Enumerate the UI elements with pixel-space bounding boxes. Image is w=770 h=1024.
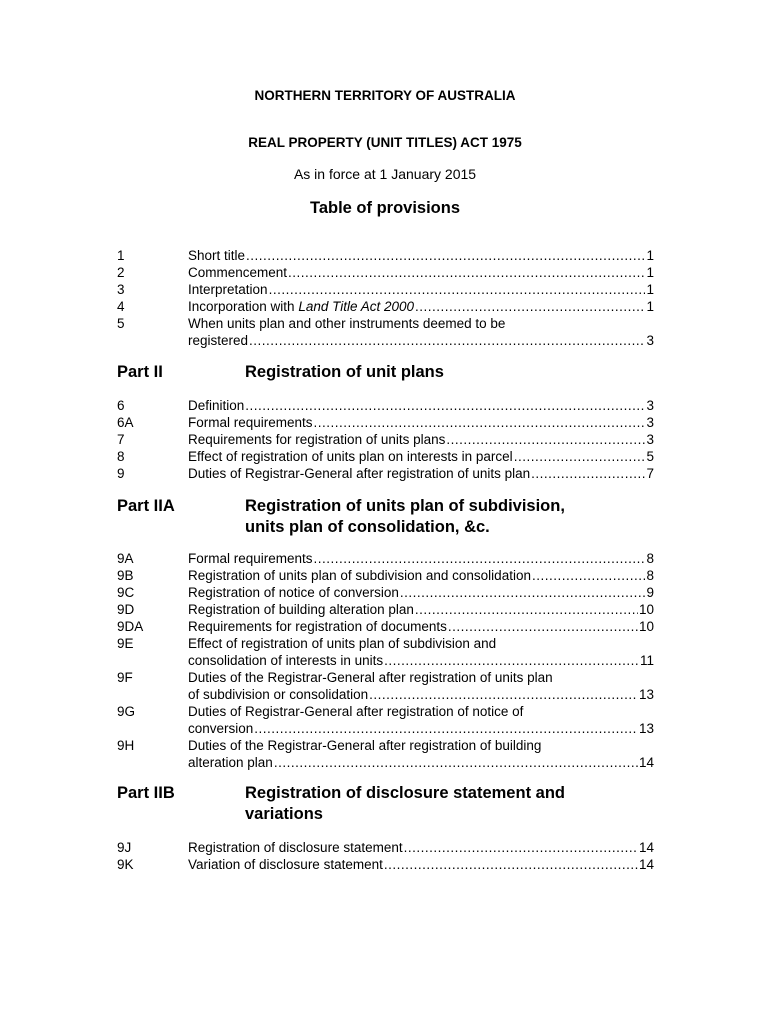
section-number: 9E: [117, 636, 134, 651]
section-title: [188, 601, 414, 618]
section-title: [188, 281, 268, 298]
dot-leader: [314, 414, 646, 431]
dot-leader: [415, 601, 638, 618]
page-number: 13: [638, 687, 654, 702]
jurisdiction-heading: NORTHERN TERRITORY OF AUSTRALIA: [254, 88, 516, 103]
section-title-text: Definition: [188, 398, 245, 413]
section-title-text: Effect of registration of units plan on interests in parcel: [188, 449, 513, 464]
section-title-text: Registration of disclosure statement: [188, 840, 403, 855]
part-label: Part IIB: [117, 784, 175, 802]
part-label: Part II: [117, 363, 163, 381]
section-number: 7: [117, 432, 125, 447]
section-title: [188, 720, 253, 737]
section-title-text: Variation of disclosure statement: [188, 857, 383, 872]
section-number: 9K: [117, 857, 134, 872]
page-number: 14: [638, 857, 654, 872]
entry-line: [188, 567, 654, 584]
entry-line: [188, 584, 654, 601]
section-title: [188, 686, 368, 703]
entry-line: [188, 414, 654, 431]
section-title: [188, 332, 248, 349]
section-title: [188, 397, 244, 414]
entry-line: [188, 281, 654, 298]
entry-line: [188, 635, 654, 652]
section-title: [188, 264, 287, 281]
page-number: 9: [646, 585, 654, 600]
page-number: 14: [638, 755, 654, 770]
section-number: 6: [117, 398, 125, 413]
dot-leader: [404, 839, 638, 856]
dot-leader: [254, 720, 638, 737]
entry-line: [188, 431, 654, 448]
page-number: 8: [646, 551, 654, 566]
section-title-text: Registration of units plan of subdivision and consolidation: [188, 568, 531, 583]
dot-leader: [246, 247, 645, 264]
section-number: 8: [117, 449, 125, 464]
entry-line: [188, 315, 654, 332]
section-title: [188, 465, 530, 482]
page-number: 1: [646, 282, 654, 297]
section-number: 3: [117, 282, 125, 297]
section-title: [188, 856, 383, 873]
section-number: 9H: [117, 738, 135, 753]
section-title: [188, 652, 383, 669]
entry-line: [188, 618, 654, 635]
section-title: [188, 754, 273, 771]
section-title-text: registered: [188, 333, 249, 348]
in-force-date: As in force at 1 January 2015: [293, 166, 477, 182]
dot-leader: [531, 465, 645, 482]
section-title-text: Duties of the Registrar-General after registration of building: [188, 738, 542, 753]
dot-leader: [249, 332, 645, 349]
dot-leader: [415, 298, 645, 315]
page-number: 3: [646, 398, 654, 413]
entry-line: [188, 686, 654, 703]
section-title: [188, 567, 531, 584]
page-number: 8: [646, 568, 654, 583]
section-number: 9A: [117, 551, 134, 566]
entry-line: [188, 737, 654, 754]
page-number: 3: [646, 333, 654, 348]
entry-line: [188, 652, 654, 669]
section-number: 4: [117, 299, 125, 314]
entry-line: [188, 669, 654, 686]
section-title: [188, 315, 505, 332]
section-title-text: Requirements for registration of units plans: [188, 432, 446, 447]
section-number: 9DA: [117, 619, 144, 634]
section-number: 2: [117, 265, 125, 280]
section-title: [188, 431, 445, 448]
section-title-text: alteration plan: [188, 755, 273, 770]
dot-leader: [448, 618, 638, 635]
section-number: 9B: [117, 568, 134, 583]
page-number: 11: [639, 653, 654, 668]
page-number: 1: [646, 248, 654, 263]
section-number: 9G: [117, 704, 136, 719]
entry-line: [188, 720, 654, 737]
section-title-text: Effect of registration of units plan of subdivision and: [188, 636, 497, 651]
section-title: [188, 839, 403, 856]
page-number: 14: [638, 840, 654, 855]
section-number: 9: [117, 466, 125, 481]
section-title-text: Registration of notice of conversion: [188, 585, 399, 600]
section-title-text: Duties of Registrar-General after registration of notice of: [188, 704, 524, 719]
entry-line: [188, 332, 654, 349]
section-title: [188, 669, 553, 686]
section-number: 9F: [117, 670, 133, 685]
section-title: [188, 448, 513, 465]
page-number: 7: [646, 466, 654, 481]
dot-leader: [400, 584, 646, 601]
act-title: REAL PROPERTY (UNIT TITLES) ACT 1975: [248, 135, 522, 150]
section-title-text: Incorporation with: [188, 299, 299, 314]
page-number: 3: [646, 432, 654, 447]
entry-line: [188, 247, 654, 264]
section-title-text: Formal requirements: [188, 415, 313, 430]
part-title: Registration of disclosure statement and variations: [245, 784, 565, 823]
section-title-text: conversion: [188, 721, 254, 736]
section-title-text: When units plan and other instruments deemed to be: [188, 316, 506, 331]
section-title: [188, 550, 313, 567]
dot-leader: [384, 652, 639, 669]
section-title: [188, 618, 447, 635]
entry-line: [188, 397, 654, 414]
dot-leader: [288, 264, 645, 281]
page-number: 1: [646, 265, 654, 280]
section-title-text: of subdivision or consolidation: [188, 687, 369, 702]
section-title-text: Duties of the Registrar-General after registration of units plan: [188, 670, 553, 685]
entry-line: [188, 550, 654, 567]
dot-leader: [446, 431, 645, 448]
section-title: [188, 414, 313, 431]
section-number: 9D: [117, 602, 135, 617]
entry-line: [188, 264, 654, 281]
section-title-text: Formal requirements: [188, 551, 313, 566]
page-number: 10: [638, 602, 654, 617]
section-title-text: Short title: [188, 248, 246, 263]
entry-line: [188, 839, 654, 856]
entry-line: [188, 601, 654, 618]
section-title: [188, 584, 399, 601]
page-number: 5: [646, 449, 654, 464]
dot-leader: [274, 754, 638, 771]
page-number: 3: [646, 415, 654, 430]
section-title-text: Duties of Registrar-General after registration of units plan: [188, 466, 531, 481]
section-title-text: Interpretation: [188, 282, 268, 297]
page-number: 10: [638, 619, 654, 634]
page-number: 13: [638, 721, 654, 736]
section-number: 6A: [117, 415, 134, 430]
toc-heading: Table of provisions: [309, 199, 461, 217]
section-title-text: consolidation of interests in units: [188, 653, 384, 668]
section-title-italic: Land Title Act 2000: [298, 299, 415, 314]
dot-leader: [514, 448, 646, 465]
dot-leader: [245, 397, 645, 414]
section-title-text: Commencement: [188, 265, 288, 280]
dot-leader: [532, 567, 646, 584]
section-title: [188, 635, 496, 652]
dot-leader: [314, 550, 646, 567]
section-number: 1: [117, 248, 125, 263]
entry-line: [188, 856, 654, 873]
entry-line: [188, 465, 654, 482]
dot-leader: [384, 856, 638, 873]
part-title: Registration of unit plans: [245, 363, 444, 381]
dot-leader: [269, 281, 646, 298]
section-title-text: Requirements for registration of documents: [188, 619, 447, 634]
entry-line: [188, 298, 654, 315]
section-title: [188, 737, 541, 754]
page-number: 1: [646, 299, 654, 314]
section-title: [188, 247, 245, 264]
dot-leader: [369, 686, 638, 703]
entry-line: [188, 754, 654, 771]
part-title: Registration of units plan of subdivision, units plan of consolidation, &c.: [245, 497, 565, 536]
section-title: [188, 703, 523, 720]
entry-line: [188, 703, 654, 720]
section-title: [188, 298, 414, 315]
section-number: 9C: [117, 585, 135, 600]
section-number: 5: [117, 316, 125, 331]
entry-line: [188, 448, 654, 465]
part-label: Part IIA: [117, 497, 175, 515]
section-number: 9J: [117, 840, 132, 855]
section-title-text: Registration of building alteration plan: [188, 602, 414, 617]
